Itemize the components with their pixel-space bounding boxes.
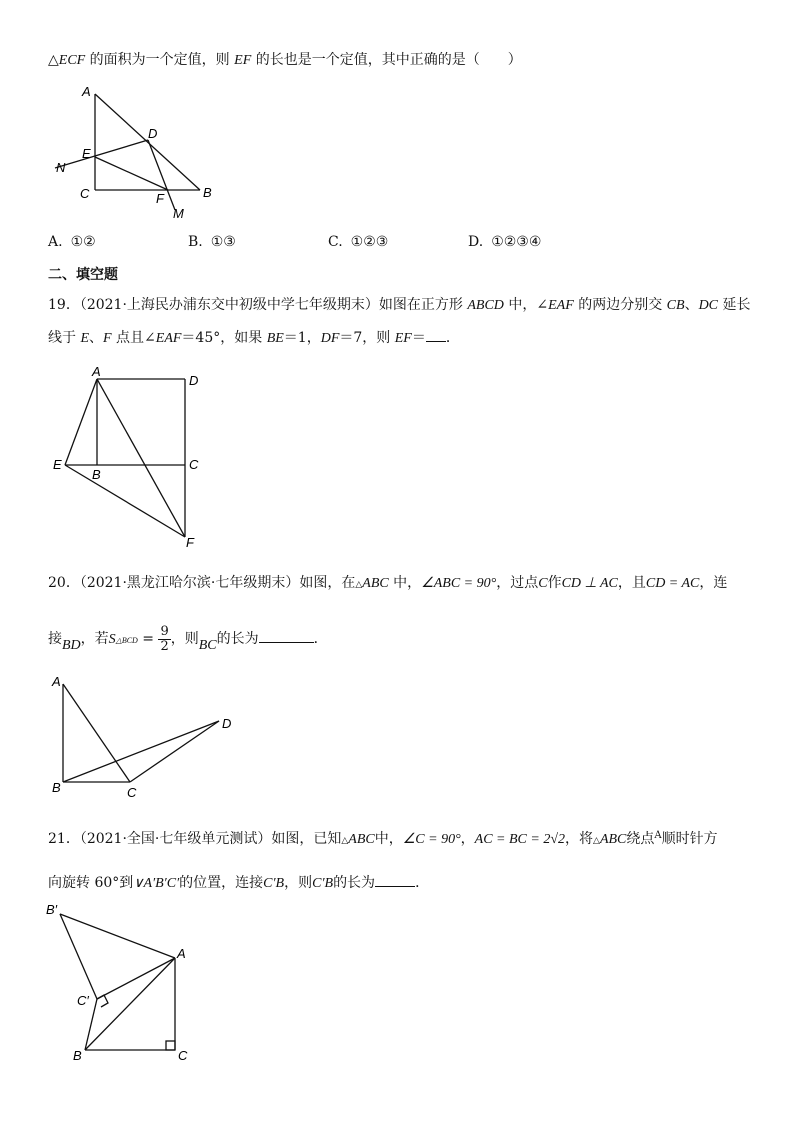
option-b: B. ①③ — [188, 234, 236, 250]
q18-figure — [40, 80, 240, 225]
line-ab — [85, 958, 175, 1050]
q21-line1: 21．（2021·全国·七年级单元测试）如图，已知△ABC中，∠C = 90°，AC = BC = 2√2，将△ABC绕点$^A$顺时针方 — [48, 830, 718, 847]
line-cd — [130, 721, 219, 782]
label-B: B — [73, 1048, 82, 1063]
line-ef — [65, 465, 185, 537]
line-nd — [55, 140, 148, 168]
label-A: A — [52, 674, 61, 689]
q19-line1: 19．（2021·上海民办浦东交中初级中学七年级期末）如图在正方形 ABCD 中，∠EAF 的两边分别交 CB、DC 延长 — [48, 297, 751, 313]
label-C: C — [127, 785, 137, 800]
q21-figure — [40, 900, 210, 1070]
label-A: A — [92, 365, 101, 379]
line-cpa — [97, 958, 175, 999]
q20-figure — [45, 670, 245, 805]
label-N: N — [56, 160, 66, 175]
label-Bp: B′ — [46, 902, 58, 917]
q19-line2: 线于 E、F 点且∠EAF＝45°，如果 BE＝1，DF＝7，则 EF＝ ． — [48, 327, 460, 349]
fraction: $\frac{9}{2}$ — [160, 623, 169, 654]
line-af — [97, 379, 185, 537]
label-F: F — [156, 191, 164, 206]
label-Cp: C′ — [77, 993, 89, 1008]
label-M: M — [173, 206, 184, 221]
label-A: A — [82, 84, 91, 99]
label-C: C — [189, 457, 199, 472]
line-ab — [95, 94, 200, 190]
line-bpcp — [60, 914, 97, 999]
option-d: D. ①②③④ — [468, 234, 542, 250]
right-angle-c — [166, 1041, 175, 1050]
label-D: D — [189, 373, 199, 388]
option-a: A. ①② — [48, 234, 96, 250]
answer-blank[interactable] — [375, 872, 415, 887]
label-B: B — [92, 467, 101, 482]
label-E: E — [82, 146, 91, 161]
label-B: B — [52, 780, 61, 795]
label-E: E — [53, 457, 62, 472]
q18-stem-tail: △ECF 的面积为一个定值，则 EF 的长也是一个定值，其中正确的是（ ） — [48, 52, 522, 68]
line-bd — [63, 721, 219, 782]
answer-blank[interactable] — [426, 327, 446, 342]
q20-line2: 接BD，若S△BCD = $\frac{9}{2}$ ，则BC的长为 ． — [48, 623, 328, 654]
label-D: D — [148, 126, 158, 141]
q20-line1: 20．（2021·黑龙江哈尔滨·七年级期末）如图，在△ABC 中，∠ABC = 90°，过点C作CD ⊥ AC，且CD = AC，连 — [48, 575, 728, 591]
line-ae — [65, 379, 97, 465]
label-D: D — [222, 716, 232, 731]
label-C: C — [178, 1048, 188, 1063]
label-B: B — [203, 185, 212, 200]
q19-figure — [45, 365, 215, 550]
label-F: F — [186, 535, 194, 550]
line-bpa — [60, 914, 175, 958]
line-ac — [63, 684, 130, 782]
section-title: 二、填空题 — [48, 267, 118, 283]
q21-line2: 向旋转 60°到∨A′B′C′的位置，连接C′B，则C′B的长为 ． — [48, 872, 429, 894]
answer-blank[interactable] — [259, 628, 314, 643]
label-C: C — [80, 186, 90, 201]
option-c: C. ①②③ — [328, 234, 389, 250]
label-A: A — [177, 946, 186, 961]
